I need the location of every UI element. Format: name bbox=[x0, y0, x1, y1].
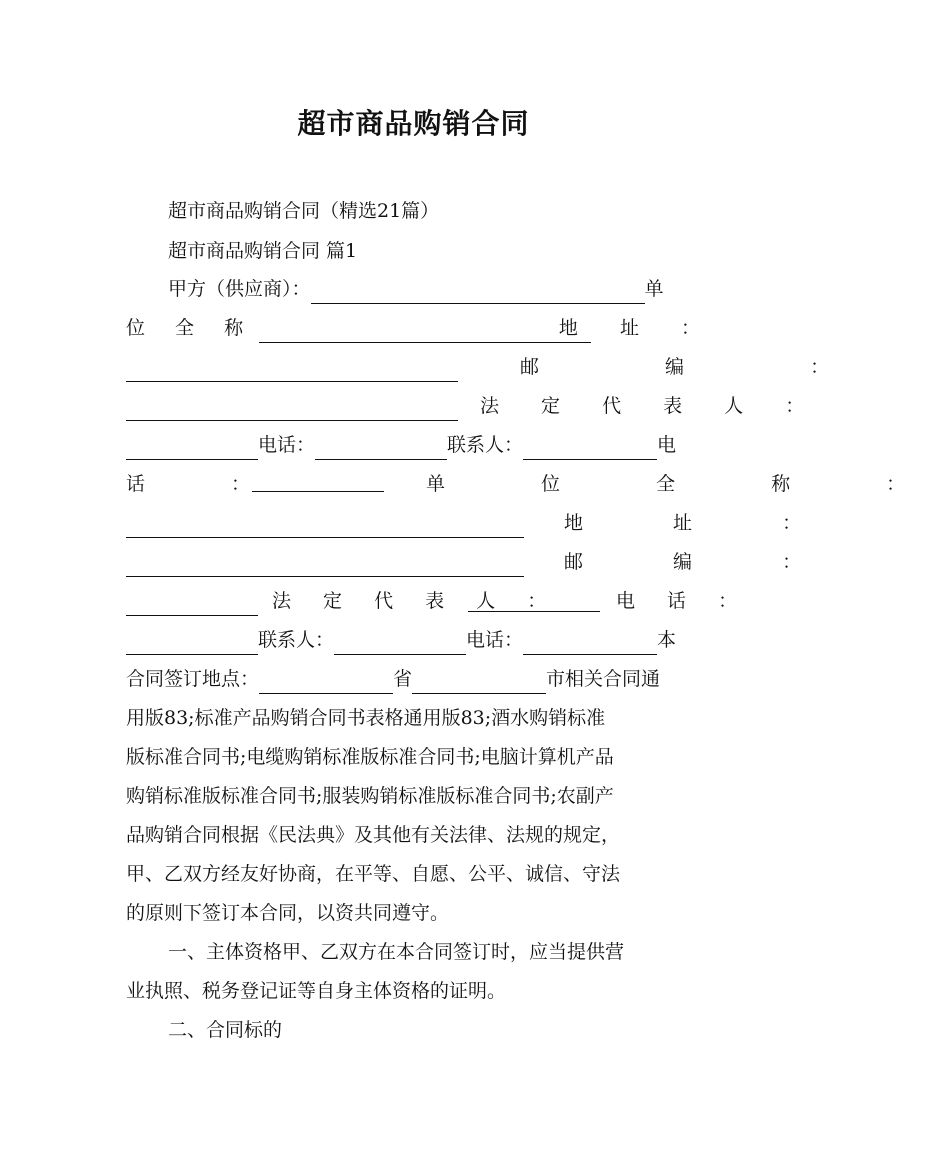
party-b-phone-2-label: 电话： bbox=[466, 629, 524, 651]
party-b-legal-rep-blank bbox=[468, 589, 600, 612]
postcode-label: 邮 编 ： bbox=[520, 356, 890, 378]
party-b-phone-blank bbox=[126, 632, 258, 655]
address-blank bbox=[126, 359, 458, 382]
city-label: 市相关合同通 bbox=[546, 668, 661, 690]
party-b-unit-line bbox=[126, 469, 950, 499]
contact-label: 联系人： bbox=[447, 434, 524, 456]
city-blank bbox=[412, 671, 546, 694]
phone-2-label: 话 ： bbox=[126, 473, 291, 495]
party-b-address-line bbox=[126, 508, 844, 538]
postcode-blank bbox=[126, 398, 458, 421]
party-b-legal-rep-label: 法 定 代 表 人 ： bbox=[272, 590, 560, 612]
sign-place-label: 合同签订地点： bbox=[126, 668, 260, 690]
party-b-contact-line bbox=[126, 625, 700, 655]
body-line-1 bbox=[126, 703, 700, 733]
body-line-2: 版标准合同书;电缆购销标准版标准合同书;电脑计算机产品 bbox=[126, 746, 614, 768]
province-label: 省 bbox=[393, 668, 413, 690]
body-text-1: 用版83;标准产品购销合同书表格通用版83;酒水购销标准 bbox=[126, 707, 606, 729]
party-a-blank bbox=[311, 281, 645, 304]
phone-2-label-start: 电 bbox=[657, 434, 677, 456]
party-b-postcode-blank bbox=[126, 593, 258, 616]
phone-2-blank bbox=[252, 469, 384, 492]
party-b-contact-label: 联系人： bbox=[258, 629, 335, 651]
body-line-4: 品购销合同根据《民法典》及其他有关法律、法规的规定， bbox=[126, 824, 621, 846]
phone-label: 电话： bbox=[258, 434, 316, 456]
clause-2-heading: 二、合同标的 bbox=[168, 1019, 283, 1041]
party-b-phone-2-blank bbox=[523, 632, 657, 655]
party-b-contact-blank bbox=[334, 632, 466, 655]
party-b-address-blank bbox=[126, 554, 524, 577]
legal-rep-line bbox=[126, 391, 823, 421]
clause-1-line-2: 业执照、税务登记证等自身主体资格的证明。 bbox=[126, 980, 507, 1002]
clause-1-line-1: 一、主体资格甲、乙双方在本合同签订时，应当提供营 bbox=[168, 941, 625, 963]
party-b-legal-rep-line bbox=[126, 586, 751, 616]
sign-place-line bbox=[126, 664, 700, 694]
unit-name-label-start: 单 bbox=[644, 278, 664, 300]
postcode-line bbox=[126, 352, 890, 382]
address-label: 地 址 ： bbox=[558, 317, 718, 339]
unit-name-line bbox=[126, 313, 718, 343]
body-line-6: 的原则下签订本合同，以资共同遵守。 bbox=[126, 902, 450, 924]
legal-rep-label: 法 定 代 表 人 ： bbox=[480, 395, 823, 417]
unit-name-label: 位 全 称 bbox=[126, 317, 256, 339]
party-b-unit-blank bbox=[126, 515, 524, 538]
province-blank bbox=[259, 671, 393, 694]
party-b-unit-name-label: 单 位 全 称 ： bbox=[426, 473, 950, 495]
party-b-address-label: 地 址 ： bbox=[564, 512, 844, 534]
party-b-postcode-line bbox=[126, 547, 844, 577]
phone-contact-line bbox=[126, 430, 700, 460]
document-title: 超市商品购销合同 bbox=[297, 107, 530, 140]
party-a-label: 甲方（供应商）： bbox=[168, 278, 311, 300]
section-heading: 超市商品购销合同 篇1 bbox=[168, 240, 358, 262]
body-line-5: 甲、乙双方经友好协商，在平等、自愿、公平、诚信、守法 bbox=[126, 863, 621, 885]
party-b-postcode-label: 邮 编 ： bbox=[564, 551, 844, 573]
contact-blank bbox=[523, 437, 657, 460]
ben-label: 本 bbox=[657, 629, 677, 651]
legal-rep-blank bbox=[126, 437, 258, 460]
party-a-line bbox=[168, 274, 700, 304]
unit-name-blank bbox=[259, 320, 591, 343]
party-b-phone-label: 电 话 ： bbox=[616, 590, 751, 612]
phone-blank bbox=[315, 437, 447, 460]
subtitle: 超市商品购销合同（精选21篇） bbox=[168, 200, 440, 222]
body-line-3: 购销标准版标准合同书;服装购销标准版标准合同书;农副产 bbox=[126, 785, 614, 807]
